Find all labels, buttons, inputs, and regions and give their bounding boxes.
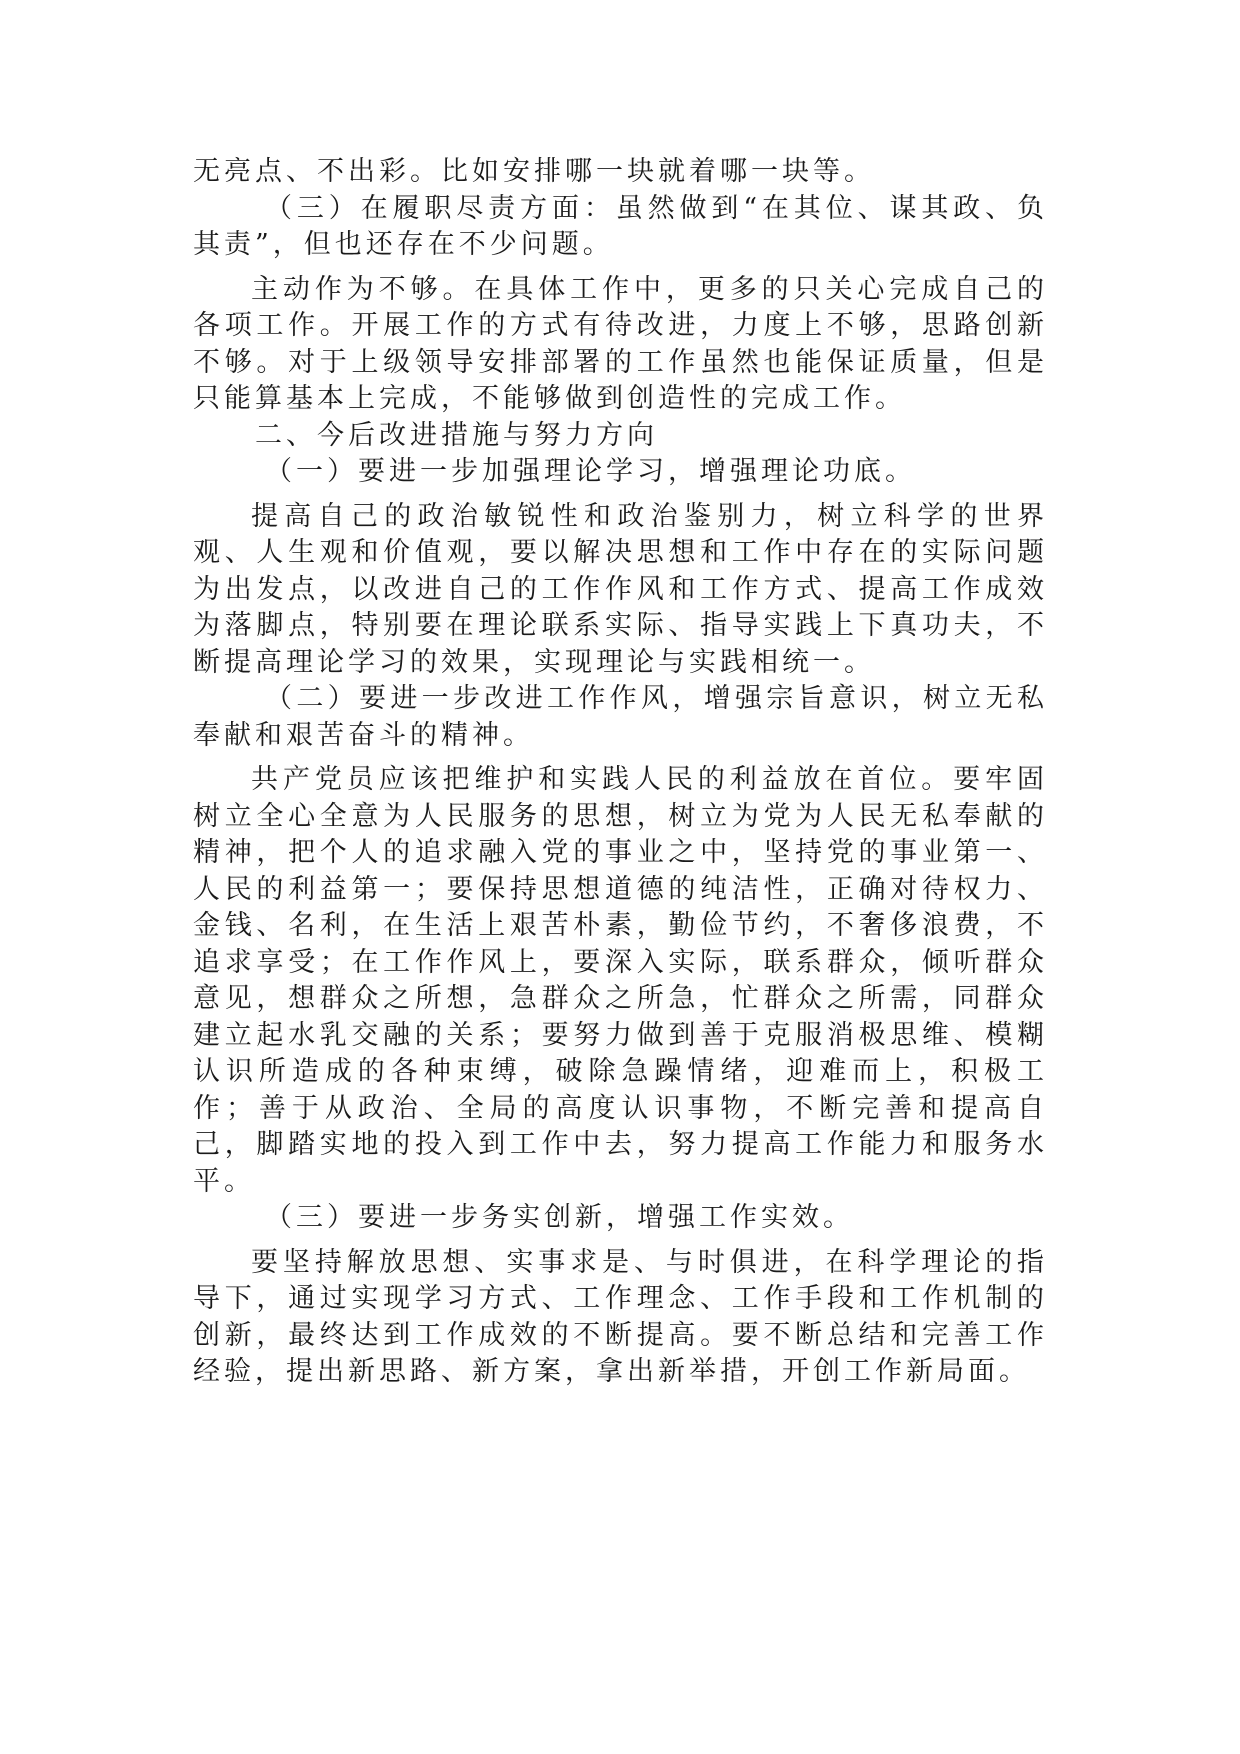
paragraph-continuation: 无亮点、不出彩。比如安排哪一块就着哪一块等。 (193, 156, 875, 187)
document-body (193, 154, 1048, 1391)
paragraph-work-style: 共产党员应该把维护和实践人民的利益放在首位。要牢固树立全心全意为人民服务的思想，树立为党为人民无私奉献的精神，把个人的追求融入党的事业之中，坚持党的事业第一、人民的利益第一；要保持思想道德的纯洁性，正确对待权力、金钱、名利，在生活上艰苦朴素，勤俭节约，不奢侈浪费，不追求享受；在工作作风上，要深入实际，联系群众，倾听群众意见，想群众之所想，急群众之所急，忙群众之所需，同群众建立起水乳交融的关系；要努力做到善于克服消极思维、模糊认识所造成的各种束缚，破除急躁情绪，迎难而上，积极工作；善于从政治、全局的高度认识事物，不断完善和提高自己，脚踏实地的投入到工作中去，努力提高工作能力和服务水平。 (193, 764, 1048, 1197)
subheading-work-style: （二）要进一步改进工作作风，增强宗旨意识，树立无私奉献和艰苦奋斗的精神。 (193, 683, 1048, 751)
paragraph-initiative: 主动作为不够。在具体工作中，更多的只关心完成自己的各项工作。开展工作的方式有待改进，力度上不够，思路创新不够。对于上级领导安排部署的工作虽然也能保证质量，但是只能算基本上完成，不能够做到创造性的完成工作。 (193, 273, 1048, 414)
subheading-innovation: （三）要进一步务实创新，增强工作实效。 (265, 1202, 854, 1233)
paragraph-innovation: 要坚持解放思想、实事求是、与时俱进，在科学理论的指导下，通过实现学习方式、工作理念、工作手段和工作机制的创新，最终达到工作成效的不断提高。要不断总结和完善工作经验，提出新思路、新方案，拿出新举措，开创工作新局面。 (193, 1246, 1048, 1387)
section-heading-improvements: 二、今后改进措施与努力方向 (255, 419, 658, 451)
subheading-performance: （三）在履职尽责方面：虽然做到“在其位、谋其政、负其责”，但也还存在不少问题。 (193, 192, 1048, 260)
subheading-theory-study: （一）要进一步加强理论学习，增强理论功底。 (265, 456, 916, 487)
paragraph-theory-study: 提高自己的政治敏锐性和政治鉴别力，树立科学的世界观、人生观和价值观，要以解决思想和工作中存在的实际问题为出发点，以改进自己的工作作风和工作方式、提高工作成效为落脚点，特别要在理论联系实际、指导实践上下真功夫，不断提高理论学习的效果，实现理论与实践相统一。 (193, 500, 1048, 678)
